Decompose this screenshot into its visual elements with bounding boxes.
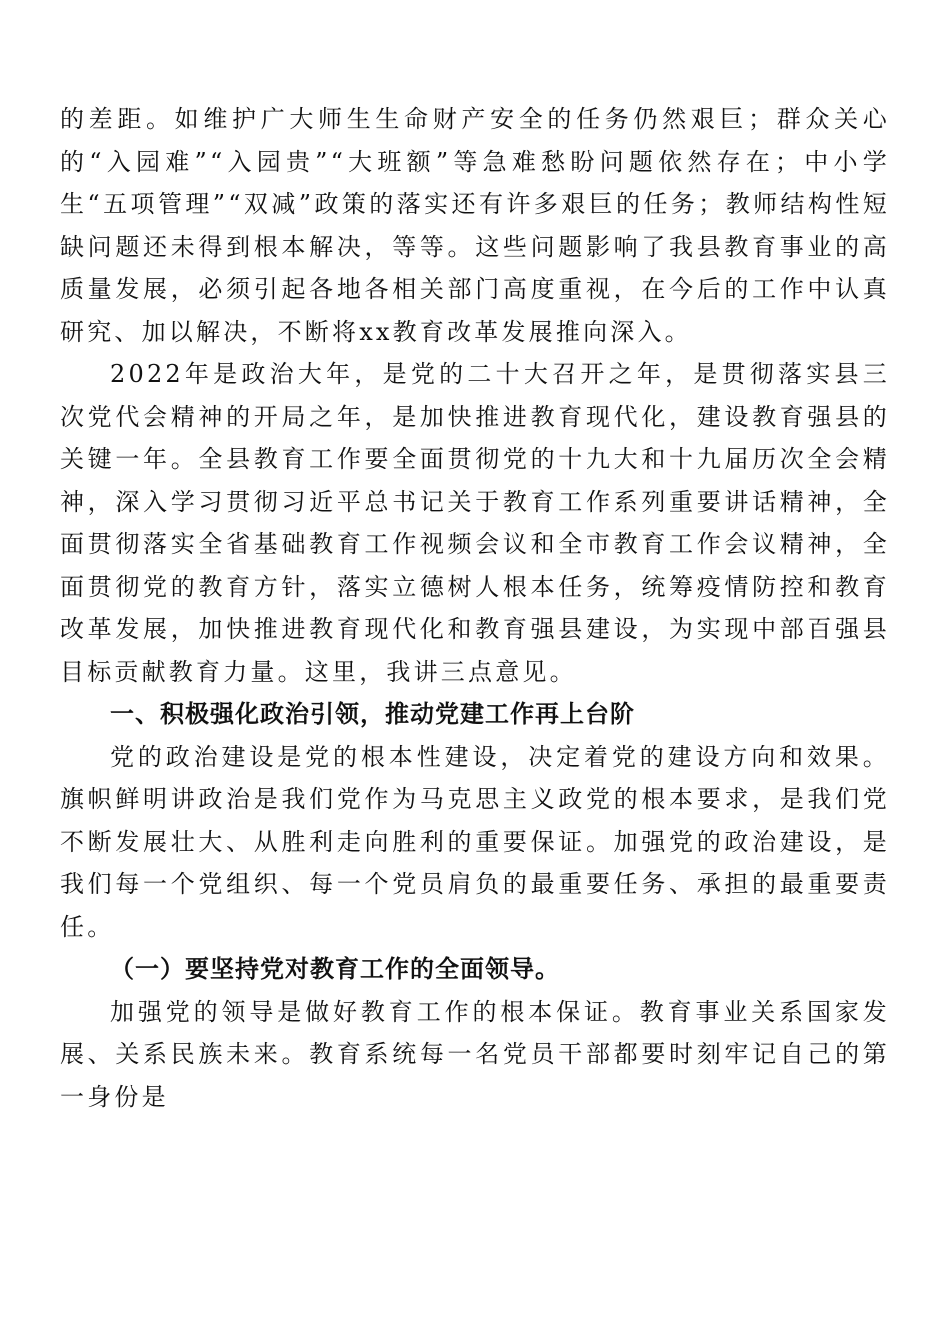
paragraph-4: 加强党的领导是做好教育工作的根本保证。教育事业关系国家发展、关系民族未来。教育系统每一名党员干部都要时刻牢记自己的第一身份是: [60, 997, 890, 1111]
subsection-heading-1: （一）要坚持党对教育工作的全面领导。: [110, 955, 560, 983]
document-page: [60, 98, 890, 1118]
paragraph-1: 的差距。如维护广大师生生命财产安全的任务仍然艰巨；群众关心的“入园难”“入园贵”“大班额”等急难愁盼问题依然存在；中小学生“五项管理”“双减”政策的落实还有许多艰巨的任务；教师结构性短缺问题还未得到根本解决，等等。这些问题影响了我县教育事业的高质量发展，必须引起各地各相关部门高度重视，在今后的工作中认真研究、加以解决，不断将xx教育改革发展推向深入。: [60, 105, 890, 346]
paragraph-2: 2022年是政治大年，是党的二十大召开之年，是贯彻落实县三次党代会精神的开局之年，是加快推进教育现代化，建设教育强县的关键一年。全县教育工作要全面贯彻党的十九大和十九届历次全会精神，深入学习贯彻习近平总书记关于教育工作系列重要讲话精神，全面贯彻落实全省基础教育工作视频会议和全市教育工作会议精神，全面贯彻党的教育方针，落实立德树人根本任务，统筹疫情防控和教育改革发展，加快推进教育现代化和教育强县建设，为实现中部百强县目标贡献教育力量。这里，我讲三点意见。: [60, 360, 890, 686]
paragraph-3: 党的政治建设是党的根本性建设，决定着党的建设方向和效果。旗帜鲜明讲政治是我们党作为马克思主义政党的根本要求，是我们党不断发展壮大、从胜利走向胜利的重要保证。加强党的政治建设，是我们每一个党组织、每一个党员肩负的最重要任务、承担的最重要责任。: [60, 742, 890, 941]
section-heading-1: 一、积极强化政治引领，推动党建工作再上台阶: [110, 700, 635, 728]
